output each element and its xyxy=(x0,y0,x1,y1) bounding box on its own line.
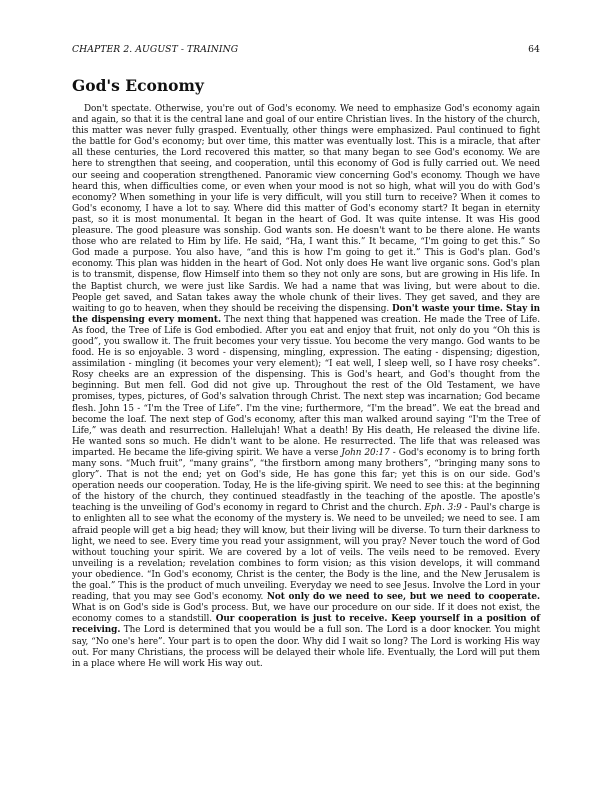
chapter-heading: CHAPTER 2. AUGUST - TRAINING xyxy=(72,44,239,55)
body-text-run: The Lord is determined that you would be a full son. The Lord is a door knocker. You might say, “No one's here”. Your part is to open the door. Why did I wait so long? The Lord is working His way out. For many Christians, the process will be delayed their whole life. Eventually, the Lord will put them in a place where He will work His way out. xyxy=(72,625,540,669)
body-text-run: The next thing that happened was creation. He made the Tree of Life. As food, the Tree of Life is God embodied. After you eat and enjoy that fruit, not only do you “Oh this is good”, you swallow it. The fruit becomes your very tissue. You become the very mango. God wants to be food. He is so enjoyable. 3 word - dispensing, mingling, expression. The eating - dispensing; digestion, assimilation - mingling (it becomes your very element); “I eat well, I sleep well, so I have rosy cheeks”. Rosy cheeks are an expression of the dispensing. This is God's heart, and God's thought from the beginning. But men fell. God did not give up. Throughout the rest of the Old Testament, we have promises, types, pictures, of God's salvation through Christ. The next step was incarnation; God became flesh. John 15 - “I'm the Tree of Life”. I'm the vine; furthermore, “I'm the bread”. We eat the bread and become the loaf. The next step of God's economy, after this man walked around saying “I'm the Tree of Life,” was death and resurrection. Hallelujah! What a death! By His death, He released the divine life. He wanted sons so much. He didn't want to be alone. He resurrected. The life that was released was imparted. He became the life-giving spirit. We have a verse xyxy=(72,314,541,458)
page xyxy=(72,44,540,670)
emphasis-text: Don't waste your time. Stay in the dispensing every moment. xyxy=(72,303,541,325)
page-number: 64 xyxy=(528,44,540,55)
scripture-reference: John 20:17 xyxy=(341,447,390,458)
scripture-reference: Eph. 3:9 xyxy=(424,503,462,514)
running-header xyxy=(72,44,540,58)
emphasis-text: Not only do we need to see, but we need to cooperate. xyxy=(266,592,540,603)
body-text-run: Don't spectate. Otherwise, you're out of God's economy. We need to emphasize God's economy again and again, so that it is the central lane and goal of our entire Christian lives. In the history of the church, this matter was never fully grasped. Eventually, other things were emphasized. Paul continued to fight the battle for God's economy; but over time, this matter was eventually lost. This is a miracle, that after all these centuries, the Lord recovered this matter, so that many began to see God's economy. We are here to strengthen that seeing, and cooperation, until this economy of God is fully carried out. We need our seeing and cooperation strengthened. Panoramic view concerning God's economy. Though we have heard this, when difficulties come, or even when your mood is not so high, what will you do with God's economy? When something in your life is very difficult, will you still turn to receive? When it comes to God's economy, I have a lot to say. Where did this matter of God's economy start? It began in eternity past, so it is most monumental. It began in the heart of God. It was quite intense. It was His good pleasure. The good pleasure was sonship. God wants son. He doesn't want to be there alone. He wants those who are related to Him by life. He said, “Ha, I want this.” It became, “I'm going to get this.” So God made a purpose. You also have, “and this is how I'm going to get it.” This is God's plan. God's economy. This plan was hidden in the heart of God. Not only does He want live organic sons. God's plan is to transmit, dispense, flow Himself into them so they not only are sons, but are growing in His life. In the Baptist church, we were just like Sardis. We had a name that was living, but were about to die. People get saved, and Satan takes away the whole chunk of their lives. They get saved, and they are waiting to go to heaven, when they should be receiving the dispensing. xyxy=(72,104,540,314)
body-text-run: - Paul's charge is to enlighten all to see what the economy of the mystery is. We need to be unveiled; we need to see. I am afraid people will get a big head; they will know, but their living will be diverse. To turn their darkness to light, we need to see. Every time you read your assignment, will you pray? Never touch the word of God without touching your spirit. We are covered by a lot of veils. The veils need to be removed. Every unveiling is a revelation; revelation combines to form vision; as this vision develops, it will command your obedience. “In God's economy, Christ is the center, the Body is the line, and the New Jerusalem is the goal.” This is the product of much unveiling. Everyday we need to see Jesus. Involve the Lord in your reading, that you may see God's economy. xyxy=(72,503,540,603)
body-text-run: - God's economy is to bring forth many sons. “Much fruit”, “many grains”, “the firstborn among many brothers”, “bringing many sons to glory”. That is not the end; yet on God's side, He has gone this far; yet this is on our side. God's operation needs our cooperation. Today, He is the life-giving spirit. We need to see this: at the beginning of the history of the church, they continued steadfastly in the teaching of the apostle. The apostle's teaching is the unveiling of God's economy in regard to Christ and the church. xyxy=(72,447,541,514)
body-text-run: What is on God's side is God's process. But, we have our procedure on our side. If it does not exist, the economy comes to a standstill. xyxy=(72,603,540,625)
body-paragraph xyxy=(72,104,540,670)
section-title: God's Economy xyxy=(72,76,204,95)
emphasis-text: Our cooperation is just to receive. Keep yourself in a position of receiving. xyxy=(72,614,540,636)
